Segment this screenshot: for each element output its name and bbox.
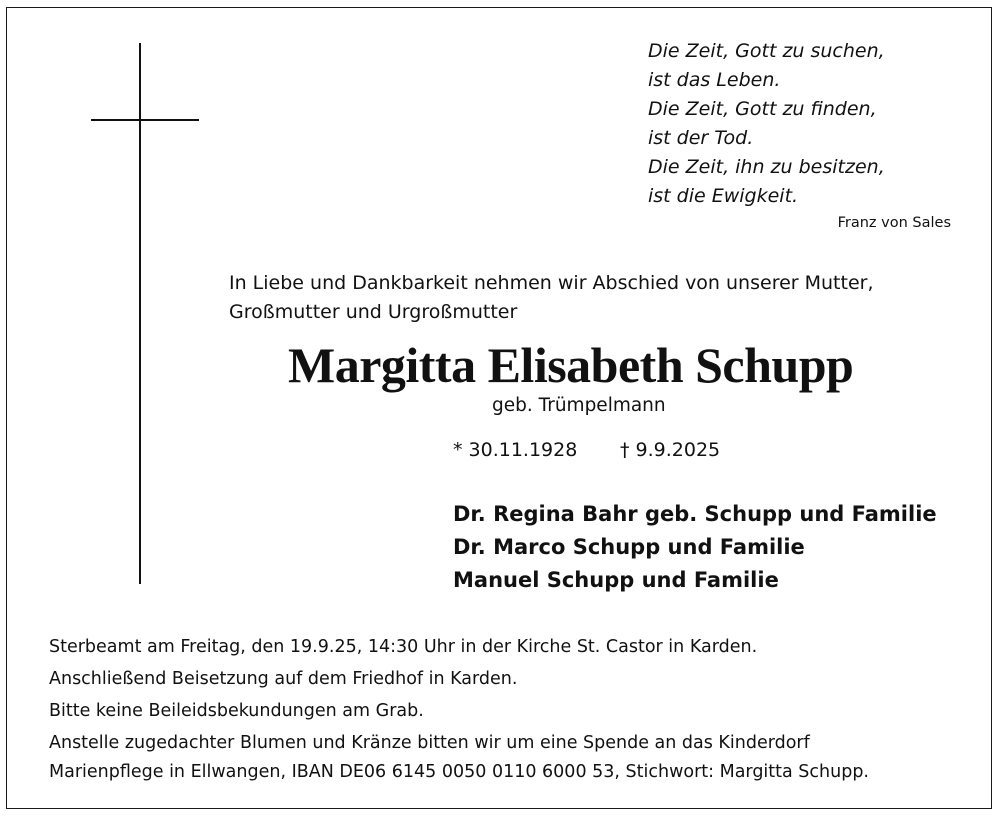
mourner: Dr. Marco Schupp und Familie [453,535,805,559]
poem-line: Die Zeit, Gott zu suchen, [648,40,885,62]
donation-text: Anstelle zugedachter Blumen und Kränze bitten wir um eine Spende an das Kinderdorf [49,733,810,753]
death-date: † 9.9.2025 [620,439,721,461]
service-info [49,633,969,787]
burial-text: Anschließend Beisetzung auf dem Friedhof in Karden. [49,669,518,689]
donation-text-2: Marienpflege in Ellwangen, IBAN DE06 6145 0050 0110 6000 53, Stichwort: Margitta Schupp. [49,762,869,782]
intro-line: Großmutter und Urgroßmutter [229,301,518,323]
mourner: Manuel Schupp und Familie [453,568,779,592]
poem-line: Die Zeit, ihn zu besitzen, [648,156,885,178]
mourners-list [453,498,937,597]
poem [648,37,885,211]
intro-text [229,269,959,327]
service-text: Sterbeamt am Freitag, den 19.9.25, 14:30 Uhr in der Kirche St. Castor in Karden. [49,637,758,657]
cross-icon [139,43,141,584]
poem-line: ist die Ewigkeit. [648,185,799,207]
cross-icon-bar [91,119,199,121]
birth-date: * 30.11.1928 [453,439,578,461]
maiden-name: geb. Trümpelmann [492,395,666,416]
poem-line: ist der Tod. [648,127,754,149]
condolence-request: Bitte keine Beileidsbekundungen am Grab. [49,701,424,721]
poem-line: Die Zeit, Gott zu finden, [648,98,877,120]
intro-line: In Liebe und Dankbarkeit nehmen wir Abschied von unserer Mutter, [229,272,874,294]
poem-author: Franz von Sales [837,215,951,231]
deceased-name: Margitta Elisabeth Schupp [288,337,854,393]
poem-line: ist das Leben. [648,69,781,91]
mourner: Dr. Regina Bahr geb. Schupp und Familie [453,502,937,526]
